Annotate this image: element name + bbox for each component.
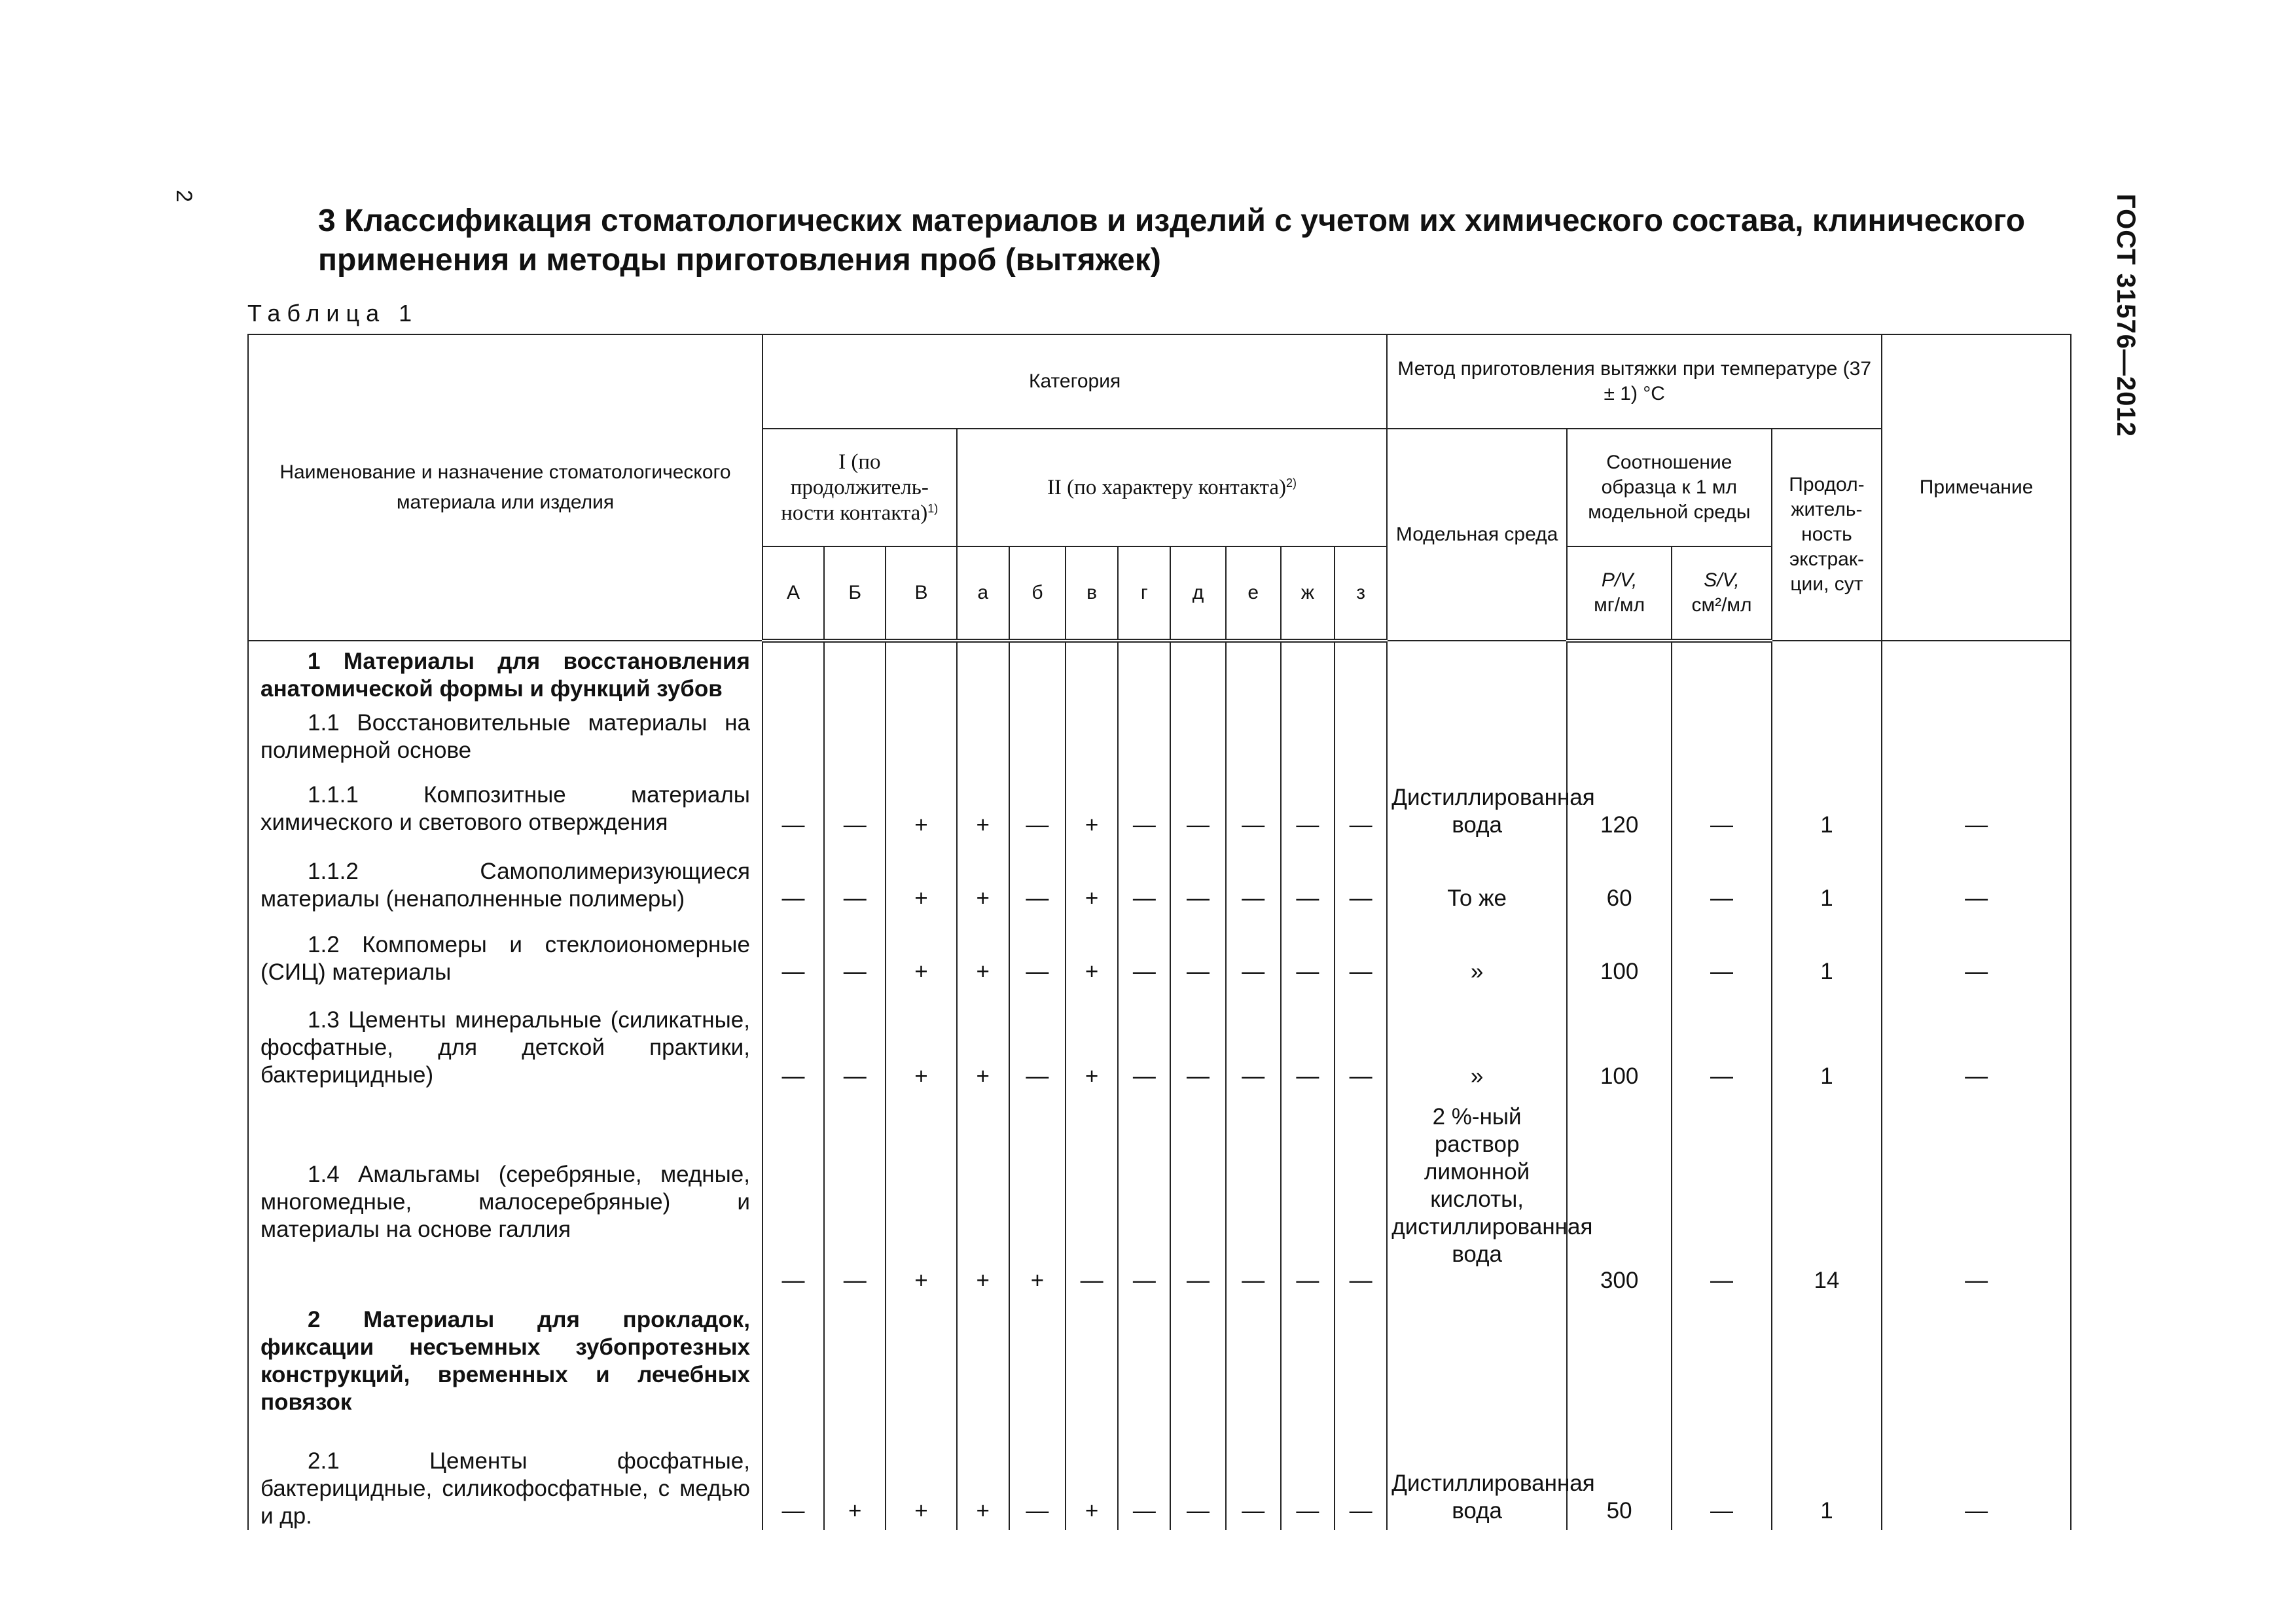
- document-code: ГОСТ 31576—2012: [2111, 194, 2140, 437]
- row-name-text: 1.2 Компомеры и стеклоиономерные (СИЦ) материалы: [260, 932, 750, 985]
- category-cell: —: [762, 764, 824, 844]
- row-name-text: 1.4 Амальгамы (серебряные, медные, многомедные, малосеребряные) и материалы на основе галлия: [260, 1162, 750, 1242]
- category-cell: [1335, 641, 1387, 703]
- row-name-text: 1.1.2 Самополимеризующиеся материалы (ненаполненные полимеры): [260, 859, 750, 912]
- header-letter: а: [957, 546, 1009, 641]
- section-title: 3 Классификация стоматологических материалов и изделий с учетом их химического состава, клинического применения и методы приготовления проб (вытяжек): [318, 204, 2026, 277]
- category-cell: +: [1066, 1438, 1118, 1530]
- table-caption: Таблица 1: [247, 300, 419, 327]
- row-name: [248, 844, 762, 918]
- table-header: [248, 334, 2071, 641]
- duration-cell: 1: [1772, 991, 1882, 1096]
- header-letter: г: [1118, 546, 1170, 641]
- pv-unit: мг/мл: [1594, 594, 1645, 616]
- pv-cell: 300: [1567, 1096, 1672, 1300]
- row-name-text: 1.3 Цементы минеральные (силикатные, фосфатные, для детской практики, бактерицидные): [260, 1007, 750, 1088]
- category-cell: +: [886, 1438, 956, 1530]
- note-cell: —: [1882, 764, 2071, 844]
- medium-cell: То же: [1387, 844, 1567, 918]
- category-cell: +: [1066, 918, 1118, 991]
- sv-cell: [1672, 703, 1771, 764]
- header-medium: Модельная среда: [1387, 429, 1567, 641]
- category-cell: —: [1009, 844, 1066, 918]
- sv-cell: [1672, 641, 1771, 703]
- category-cell: [1281, 1300, 1335, 1438]
- category-cell: —: [1281, 1438, 1335, 1530]
- category-cell: —: [1226, 844, 1281, 918]
- category-cell: [886, 703, 956, 764]
- category-cell: +: [957, 1096, 1009, 1300]
- category-cell: [1009, 1300, 1066, 1438]
- category-cell: —: [1170, 844, 1225, 918]
- row-name: [248, 1300, 762, 1438]
- category-cell: —: [1226, 1096, 1281, 1300]
- category-cell: —: [1118, 918, 1170, 991]
- cat1-footnote: 1): [927, 501, 939, 515]
- duration-cell: 14: [1772, 1096, 1882, 1300]
- pv-cell: 50: [1567, 1438, 1672, 1530]
- category-cell: —: [1226, 918, 1281, 991]
- header-letter: В: [886, 546, 956, 641]
- category-cell: —: [1118, 1096, 1170, 1300]
- header-name: Наименование и назначение стоматологического материала или изделия: [248, 334, 762, 641]
- note-cell: [1882, 703, 2071, 764]
- category-cell: +: [886, 918, 956, 991]
- cat1-text: I (по продолжитель-ности контакта): [781, 450, 929, 525]
- pv-cell: 120: [1567, 764, 1672, 844]
- category-cell: —: [824, 918, 886, 991]
- category-cell: —: [1009, 1438, 1066, 1530]
- category-cell: —: [1335, 918, 1387, 991]
- note-cell: [1882, 1300, 2071, 1438]
- category-cell: +: [1066, 764, 1118, 844]
- pv-cell: [1567, 1300, 1672, 1438]
- header-duration: Продол-житель-ность экстрак-ции, сут: [1772, 429, 1882, 641]
- category-cell: [957, 1300, 1009, 1438]
- classification-table: [247, 334, 2072, 1530]
- row-name: [248, 764, 762, 844]
- note-cell: —: [1882, 918, 2071, 991]
- header-category-2: [957, 429, 1388, 546]
- category-cell: +: [1066, 844, 1118, 918]
- category-cell: [1009, 641, 1066, 703]
- row-name: [248, 703, 762, 764]
- category-cell: +: [886, 844, 956, 918]
- duration-cell: [1772, 641, 1882, 703]
- category-cell: [1118, 703, 1170, 764]
- duration-cell: [1772, 703, 1882, 764]
- row-name-text: 1.1 Восстановительные материалы на полимерной основе: [260, 710, 750, 763]
- category-cell: —: [762, 1096, 824, 1300]
- table-row: [248, 1300, 2071, 1438]
- category-cell: —: [1281, 764, 1335, 844]
- category-cell: —: [1226, 764, 1281, 844]
- pv-cell: [1567, 703, 1672, 764]
- medium-cell: [1387, 703, 1567, 764]
- category-cell: [1066, 1300, 1118, 1438]
- table-row: [248, 764, 2071, 844]
- category-cell: —: [1118, 844, 1170, 918]
- category-cell: [762, 1300, 824, 1438]
- duration-cell: 1: [1772, 764, 1882, 844]
- sv-cell: —: [1672, 991, 1771, 1096]
- category-cell: —: [1170, 764, 1225, 844]
- row-name-text: 1.1.1 Композитные материалы химического и светового отверждения: [260, 782, 750, 835]
- category-cell: —: [1335, 1438, 1387, 1530]
- medium-cell: Дистиллированная вода: [1387, 764, 1567, 844]
- table-row: [248, 918, 2071, 991]
- header-ratio: Соотношение образца к 1 мл модельной среды: [1567, 429, 1772, 546]
- table-row: [248, 991, 2071, 1096]
- header-letter: е: [1226, 546, 1281, 641]
- category-cell: [1170, 703, 1225, 764]
- category-cell: —: [1170, 1096, 1225, 1300]
- category-cell: —: [1281, 991, 1335, 1096]
- category-cell: —: [1335, 1096, 1387, 1300]
- header-pv: [1567, 546, 1672, 641]
- category-cell: [886, 641, 956, 703]
- pv-cell: 60: [1567, 844, 1672, 918]
- category-cell: [1118, 1300, 1170, 1438]
- medium-cell: 2 %-ный раствор лимонной кислоты, дистиллированная вода: [1387, 1096, 1567, 1300]
- category-cell: —: [1281, 1096, 1335, 1300]
- sv-label: S/V,: [1704, 569, 1740, 591]
- sv-unit: см²/мл: [1691, 594, 1752, 616]
- category-cell: —: [1281, 844, 1335, 918]
- row-name: [248, 1438, 762, 1530]
- category-cell: —: [1335, 991, 1387, 1096]
- category-cell: [824, 703, 886, 764]
- category-cell: —: [1009, 991, 1066, 1096]
- category-cell: —: [1335, 764, 1387, 844]
- category-cell: +: [824, 1438, 886, 1530]
- category-cell: +: [957, 1438, 1009, 1530]
- page-number: 2: [171, 190, 196, 202]
- category-cell: +: [957, 918, 1009, 991]
- category-cell: —: [1170, 991, 1225, 1096]
- table-body: [248, 641, 2071, 1530]
- category-cell: [1335, 703, 1387, 764]
- category-cell: —: [1066, 1096, 1118, 1300]
- header-method: Метод приготовления вытяжки при температуре (37 ± 1) °С: [1387, 334, 1882, 429]
- category-cell: —: [824, 844, 886, 918]
- category-cell: +: [957, 844, 1009, 918]
- category-cell: [957, 703, 1009, 764]
- category-cell: [1066, 703, 1118, 764]
- note-cell: —: [1882, 844, 2071, 918]
- category-cell: +: [957, 764, 1009, 844]
- sv-cell: —: [1672, 764, 1771, 844]
- note-cell: [1882, 641, 2071, 703]
- header-letter: ж: [1281, 546, 1335, 641]
- row-name: [248, 991, 762, 1096]
- category-cell: [886, 1300, 956, 1438]
- header-letter: в: [1066, 546, 1118, 641]
- header-sv: [1672, 546, 1771, 641]
- category-cell: [824, 641, 886, 703]
- table-row: [248, 1438, 2071, 1530]
- category-cell: [1170, 1300, 1225, 1438]
- category-cell: [957, 641, 1009, 703]
- category-cell: —: [1009, 918, 1066, 991]
- category-cell: [1226, 703, 1281, 764]
- pv-cell: 100: [1567, 918, 1672, 991]
- row-name: [248, 641, 762, 703]
- medium-cell: Дистиллированная вода: [1387, 1438, 1567, 1530]
- row-name-text: 2.1 Цементы фосфатные, бактерицидные, силикофосфатные, с медью и др.: [260, 1448, 750, 1529]
- category-cell: —: [762, 1438, 824, 1530]
- duration-cell: [1772, 1300, 1882, 1438]
- cat2-footnote: 2): [1285, 476, 1297, 490]
- category-cell: —: [1118, 764, 1170, 844]
- header-note: Примечание: [1882, 334, 2071, 641]
- category-cell: [762, 703, 824, 764]
- header-letter: Б: [824, 546, 886, 641]
- category-cell: +: [886, 1096, 956, 1300]
- note-cell: —: [1882, 1096, 2071, 1300]
- sv-cell: —: [1672, 918, 1771, 991]
- header-category: Категория: [762, 334, 1387, 429]
- sv-cell: —: [1672, 1438, 1771, 1530]
- category-cell: [1281, 703, 1335, 764]
- category-cell: [762, 641, 824, 703]
- table-row: [248, 844, 2071, 918]
- pv-label: P/V,: [1601, 569, 1638, 591]
- category-cell: —: [824, 991, 886, 1096]
- cat2-text: II (по характеру контакта): [1047, 475, 1286, 499]
- category-cell: —: [1118, 1438, 1170, 1530]
- category-cell: —: [1226, 991, 1281, 1096]
- category-cell: +: [1009, 1096, 1066, 1300]
- header-letter: б: [1009, 546, 1066, 641]
- category-cell: —: [1170, 1438, 1225, 1530]
- category-cell: —: [1226, 1438, 1281, 1530]
- table-row: [248, 1096, 2071, 1300]
- category-cell: [824, 1300, 886, 1438]
- note-cell: —: [1882, 1438, 2071, 1530]
- sv-cell: [1672, 1300, 1771, 1438]
- medium-cell: »: [1387, 918, 1567, 991]
- pv-cell: 100: [1567, 991, 1672, 1096]
- category-cell: —: [824, 1096, 886, 1300]
- medium-cell: [1387, 1300, 1567, 1438]
- category-cell: —: [1335, 844, 1387, 918]
- pv-cell: [1567, 641, 1672, 703]
- duration-cell: 1: [1772, 844, 1882, 918]
- table-row: [248, 641, 2071, 703]
- header-letter: А: [762, 546, 824, 641]
- category-cell: [1226, 641, 1281, 703]
- category-cell: [1170, 641, 1225, 703]
- note-cell: —: [1882, 991, 2071, 1096]
- sv-cell: —: [1672, 1096, 1771, 1300]
- header-letter: д: [1170, 546, 1225, 641]
- category-cell: —: [1281, 918, 1335, 991]
- duration-cell: 1: [1772, 1438, 1882, 1530]
- category-cell: [1009, 703, 1066, 764]
- category-cell: +: [886, 764, 956, 844]
- category-cell: —: [824, 764, 886, 844]
- row-name-text: 2 Материалы для прокладок, фиксации несъемных зубопротезных конструкций, временных и лечебных повязок: [260, 1307, 750, 1415]
- category-cell: [1118, 641, 1170, 703]
- category-cell: [1066, 641, 1118, 703]
- header-category-1: [762, 429, 957, 546]
- category-cell: —: [762, 844, 824, 918]
- medium-cell: »: [1387, 991, 1567, 1096]
- row-name: [248, 1096, 762, 1300]
- table-row: [248, 703, 2071, 764]
- header-letter: з: [1335, 546, 1387, 641]
- category-cell: +: [957, 991, 1009, 1096]
- category-cell: —: [1009, 764, 1066, 844]
- category-cell: [1226, 1300, 1281, 1438]
- category-cell: —: [762, 918, 824, 991]
- category-cell: —: [762, 991, 824, 1096]
- sv-cell: —: [1672, 844, 1771, 918]
- duration-cell: 1: [1772, 918, 1882, 991]
- category-cell: —: [1118, 991, 1170, 1096]
- category-cell: +: [886, 991, 956, 1096]
- row-name: [248, 918, 762, 991]
- row-name-text: 1 Материалы для восстановления анатомической формы и функций зубов: [260, 649, 750, 702]
- category-cell: [1281, 641, 1335, 703]
- category-cell: —: [1170, 918, 1225, 991]
- medium-cell: [1387, 641, 1567, 703]
- category-cell: [1335, 1300, 1387, 1438]
- category-cell: +: [1066, 991, 1118, 1096]
